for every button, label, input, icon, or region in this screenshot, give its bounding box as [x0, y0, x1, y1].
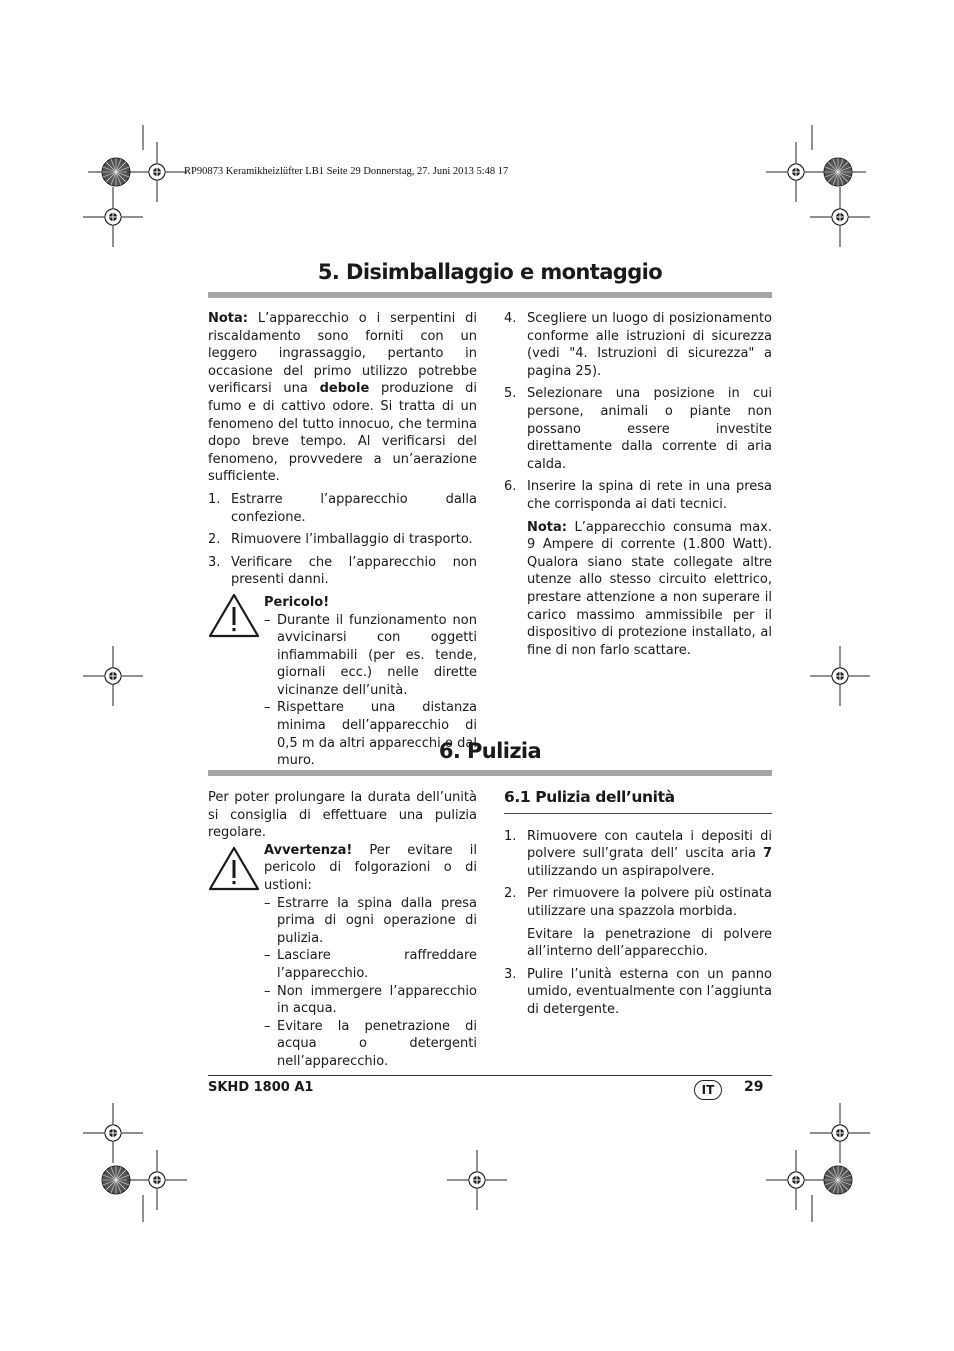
section-6-right-column [504, 789, 772, 1019]
steps-list-left [208, 491, 477, 589]
list-item: 5. Selezionare una posizione in cui persone, animali o piante non possano essere investite direttamente dalla corrente di aria calda. [504, 386, 772, 472]
list-item: – Evitare la penetrazione di acqua o detergenti nell’apparecchio. [264, 1018, 477, 1069]
danger-label: Pericolo! [264, 594, 330, 610]
list-item: 2. Rimuovere l’imballaggio di trasporto. [208, 532, 473, 548]
list-item: 3. Verificare che l’apparecchio non presenti danni. [208, 554, 477, 588]
steps-list-right [504, 310, 772, 514]
warning-text: Avvertenza! Per evitare il pericolo di folgorazioni o di ustioni: [264, 842, 477, 893]
list-item: – Estrarre la spina dalla presa prima di ogni operazione di pulizia. [264, 895, 477, 946]
list-item: – Rispettare una distanza minima dell’apparecchio di 0,5 m da altri apparecchi o dal muro. [264, 700, 477, 769]
section-5-title: 5. Disimballaggio e montaggio [317, 260, 663, 284]
footer-model: SKHD 1800 A1 [208, 1080, 314, 1095]
list-item: 1. Estrarre l’apparecchio dalla confezione. [208, 491, 477, 525]
warning-box [208, 842, 477, 1071]
intro-paragraph: Per poter prolungare la durata dell’unità si consiglia di effettuare una pulizia regolare. [208, 790, 477, 841]
warning-list [264, 895, 477, 1071]
footer-rule [208, 1075, 772, 1076]
language-badge: IT [694, 1080, 722, 1100]
section-5-rule [208, 292, 772, 298]
warning-triangle-icon [208, 593, 260, 639]
cleaning-steps [504, 828, 772, 1019]
section-5-left-column [208, 310, 477, 770]
list-item: – Lasciare raffreddare l’apparecchio. [264, 948, 477, 981]
list-item: – Durante il funzionamento non avvicinarsi con oggetti infiammabili (per es. tende, giornali ecc.) nelle dirette vicinanze dell’unità. [264, 612, 477, 698]
note-label: Nota: [208, 311, 248, 326]
section-5-right-column [504, 310, 772, 659]
subsection-title: 6.1 Pulizia dell’unità [504, 788, 675, 806]
section-6-rule [208, 770, 772, 776]
section-6-title: 6. Pulizia [438, 739, 542, 763]
print-slug: RP90873 Keramikheizlüfter LB1 Seite 29 Donnerstag, 27. Juni 2013 5:48 17 [184, 166, 509, 177]
list-item: 2. Per rimuovere la polvere più ostinata utilizzare una spazzola morbida. [504, 886, 772, 919]
page-number: 29 [744, 1079, 764, 1095]
list-item: – Non immergere l’apparecchio in acqua. [264, 983, 477, 1017]
list-item: 3. Pulire l’unità esterna con un panno umido, eventualmente con l’aggiunta di detergente. [504, 966, 772, 1017]
section-6-left-column [208, 789, 477, 1071]
list-item-continuation: Evitare la penetrazione di polvere all’interno dell’apparecchio. [527, 926, 772, 960]
note-paragraph: Nota: L’apparecchio o i serpentini di riscaldamento sono forniti con un leggero ingrassaggio, pertanto in occasione del primo utilizzo potrebbe verificarsi una debole produzione di fumo e di cattivo odore. Si tratta di un fenomeno del tutto innocuo, che termina dopo breve tempo. Al verificarsi del fenomeno, provvedere a un’aerazione sufficiente. [208, 311, 478, 485]
subsection-rule [504, 813, 772, 814]
list-item: 6. Inserire la spina di rete in una presa che corrisponda ai dati tecnici. [504, 479, 772, 512]
list-item: 1. Rimuovere con cautela i depositi di polvere sull’grata dell’ uscita aria 7 utilizzando un aspirapolvere. [504, 828, 772, 879]
warning-triangle-icon [208, 846, 260, 892]
note2-paragraph: Nota: L’apparecchio consuma max. 9 Ampere di corrente (1.800 Watt). Qualora siano state collegate altre utenze allo stesso circuito elettrico, prestare attenzione a non superare il carico massimo ammissibile per il dispositivo di protezione installato, al fine di non farlo scattare. [527, 519, 772, 658]
list-item: 4. Scegliere un luogo di posizionamento conforme alle istruzioni di sicurezza (vedi "4. Istruzioni di sicurezza" a pagina 25). [504, 311, 772, 379]
